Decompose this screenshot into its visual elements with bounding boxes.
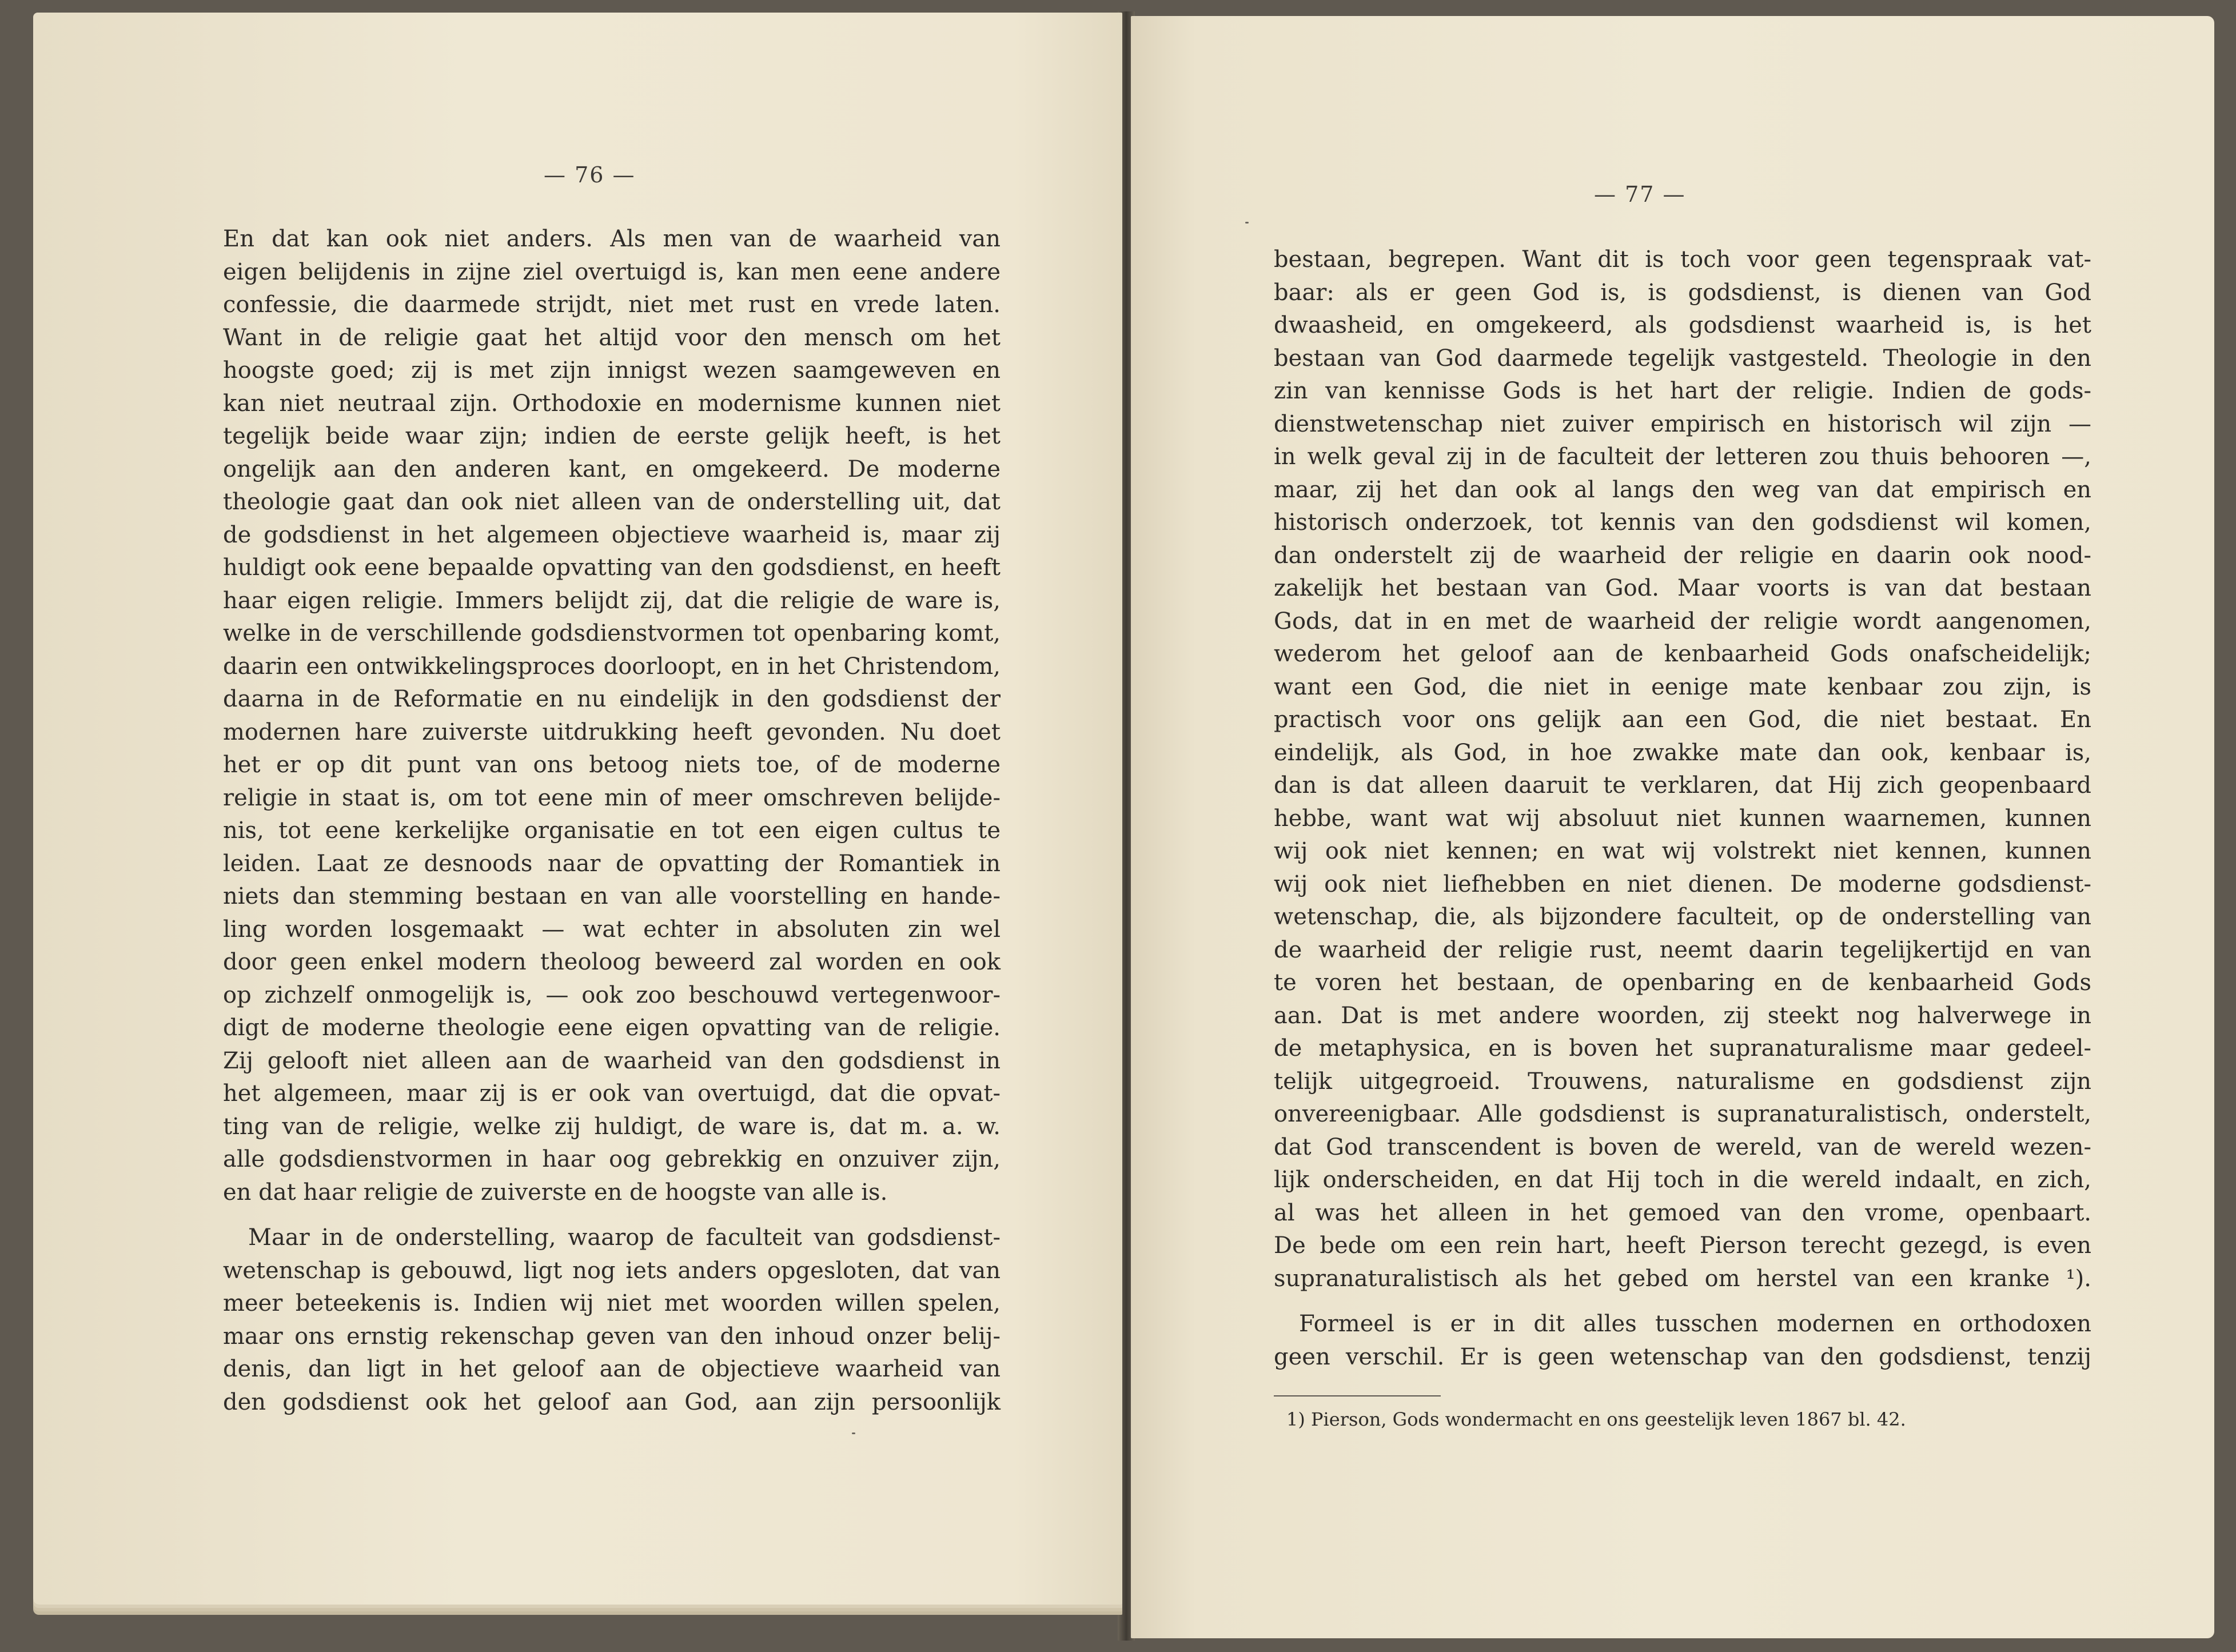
text-line: practisch voor ons gelijk aan een God, die niet bestaat. En (1274, 707, 2091, 733)
text-line: zin van kennisse Gods is het hart der religie. Indien de gods- (1274, 378, 2091, 404)
text-line: eindelijk, als God, in hoe zwakke mate dan ook, kenbaar is, (1274, 739, 2091, 766)
text-line: Gods, dat in en met de waarheid der religie wordt aangenomen, (1274, 608, 2091, 635)
text-line: want een God, die niet in eenige mate kenbaar zou zijn, is (1274, 673, 2091, 700)
text-line: leiden. Laat ze desnoods naar de opvatting der Romantiek in (223, 850, 1001, 877)
left-page-text (223, 223, 1001, 1419)
right-page-text (1274, 244, 2091, 1374)
text-line: niets dan stemming bestaan en van alle voorstelling en hande- (223, 883, 1001, 909)
text-line: ongelijk aan den anderen kant, en omgekeerd. De moderne (223, 456, 1001, 482)
text-line: de metaphysica, en is boven het supranaturalisme maar gedeel- (1274, 1035, 2091, 1062)
text-line: denis, dan ligt in het geloof aan de objectieve waarheid van (223, 1356, 1001, 1382)
text-line: nis, tot eene kerkelijke organisatie en tot een eigen cultus te (223, 817, 1001, 844)
text-line: dan onderstelt zij de waarheid der religie en daarin ook nood- (1274, 542, 2091, 569)
text-line: zakelijk het bestaan van God. Maar voorts is van dat bestaan (1274, 575, 2091, 601)
text-line: al was het alleen in het gemoed van den vrome, openbaart. (1274, 1199, 2091, 1226)
text-line: modernen hare zuiverste uitdrukking heeft gevonden. Nu doet (223, 719, 1001, 745)
text-line: dienstwetenschap niet zuiver empirisch en historisch wil zijn — (1274, 410, 2091, 437)
text-line: aan. Dat is met andere woorden, zij steekt nog halverwege in (1274, 1002, 2091, 1029)
text-line: daarin een ontwikkelingsproces doorloopt, en in het Christendom, (223, 653, 1001, 680)
text-line: Maar in de onderstelling, waarop de faculteit van godsdienst- (248, 1224, 1001, 1251)
text-line: supranaturalistisch als het gebed om herstel van een kranke ¹). (1274, 1265, 2091, 1292)
right-paragraph-2 (1274, 1308, 2091, 1374)
text-line: in welk geval zij in de faculteit der letteren zou thuis behooren —, (1274, 444, 2091, 470)
text-line: Want in de religie gaat het altijd voor den mensch om het (223, 324, 1001, 351)
left-paragraph-1 (223, 223, 1001, 1209)
text-line: telijk uitgegroeid. Trouwens, naturalisme en godsdienst zijn (1274, 1068, 2091, 1095)
text-line: ling worden losgemaakt — wat echter in absoluten zin wel (223, 916, 1001, 943)
text-line: kan niet neutraal zijn. Orthodoxie en modernisme kunnen niet (223, 390, 1001, 417)
text-line: de waarheid der religie rust, neemt daarin tegelijkertijd en van (1274, 936, 2091, 963)
text-line: maar, zij het dan ook al langs den weg van dat empirisch en (1274, 476, 2091, 503)
text-line: het algemeen, maar zij is er ook van overtuigd, dat die opvat- (223, 1080, 1001, 1107)
text-line: dwaasheid, en omgekeerd, als godsdienst waarheid is, is het (1274, 312, 2091, 338)
text-line: theologie gaat dan ook niet alleen van de onderstelling uit, dat (223, 489, 1001, 515)
text-line: wetenschap is gebouwd, ligt nog iets anders opgesloten, dat van (223, 1257, 1001, 1284)
text-line: bestaan, begrepen. Want dit is toch voor geen tegenspraak vat- (1274, 246, 2091, 273)
paragraph-gap (223, 1209, 1001, 1222)
text-line: geen verschil. Er is geen wetenschap van den godsdienst, tenzij (1274, 1343, 2091, 1370)
text-line: het er op dit punt van ons betoog niets toe, of de moderne (223, 752, 1001, 778)
text-line: Formeel is er in dit alles tusschen modernen en orthodoxen (1299, 1311, 2091, 1337)
text-line: welke in de verschillende godsdienstvormen tot openbaring komt, (223, 620, 1001, 647)
text-line: De bede om een rein hart, heeft Pierson terecht gezegd, is even (1274, 1232, 2091, 1259)
text-line: lijk onderscheiden, en dat Hij toch in die wereld indaalt, en zich, (1274, 1167, 2091, 1193)
paper-speck (852, 1432, 855, 1434)
text-line: baar: als er geen God is, is godsdienst, is dienen van God (1274, 279, 2091, 306)
text-line: huldigt ook eene bepaalde opvatting van den godsdienst, en heeft (223, 554, 1001, 581)
text-line: dan is dat alleen daaruit te verklaren, dat Hij zich geopenbaard (1274, 772, 2091, 799)
text-line: confessie, die daarmede strijdt, niet met rust en vrede laten. (223, 292, 1001, 318)
text-line: religie in staat is, om tot eene min of meer omschreven belijde- (223, 784, 1001, 811)
text-line: hoogste goed; zij is met zijn innigst wezen saamgeweven en (223, 357, 1001, 384)
left-paragraph-2 (223, 1222, 1001, 1419)
right-paragraph-1 (1274, 244, 2091, 1295)
text-line: de godsdienst in het algemeen objectieve waarheid is, maar zij (223, 521, 1001, 548)
paper-speck (1245, 222, 1249, 224)
footnote: 1) Pierson, Gods wondermacht en ons geestelijk leven 1867 bl. 42. (1286, 1408, 1906, 1430)
text-line: ting van de religie, welke zij huldigt, de ware is, dat m. a. w. (223, 1113, 1001, 1140)
text-line: door geen enkel modern theoloog beweerd zal worden en ook (223, 949, 1001, 975)
text-line: En dat kan ook niet anders. Als men van de waarheid van (223, 226, 1001, 252)
text-line: op zichzelf onmogelijk is, — ook zoo beschouwd vertegenwoor- (223, 981, 1001, 1008)
text-line: te voren het bestaan, de openbaring en de kenbaarheid Gods (1274, 969, 2091, 996)
text-line: bestaan van God daarmede tegelijk vastgesteld. Theologie in den (1274, 345, 2091, 372)
text-line: tegelijk beide waar zijn; indien de eerste gelijk heeft, is het (223, 423, 1001, 449)
text-line: wetenschap, die, als bijzondere faculteit, op de onderstelling van (1274, 904, 2091, 930)
text-line: wij ook niet liefhebben en niet dienen. De moderne godsdienst- (1274, 871, 2091, 897)
text-line: haar eigen religie. Immers belijdt zij, dat die religie de ware is, (223, 587, 1001, 614)
text-line: onvereenigbaar. Alle godsdienst is supranaturalistisch, onderstelt, (1274, 1101, 2091, 1127)
page-number-left: — 76 — (544, 162, 636, 187)
text-line: den godsdienst ook het geloof aan God, aan zijn persoonlijk (223, 1388, 1001, 1415)
text-line: wederom het geloof aan de kenbaarheid Gods onafscheidelijk; (1274, 641, 2091, 667)
paragraph-gap (1274, 1295, 2091, 1308)
footnote-rule (1274, 1395, 1441, 1396)
text-line: Zij gelooft niet alleen aan de waarheid van den godsdienst in (223, 1047, 1001, 1074)
text-line: en dat haar religie de zuiverste en de hoogste van alle is. (223, 1179, 888, 1206)
text-line: eigen belijdenis in zijne ziel overtuigd is, kan men eene andere (223, 258, 1001, 285)
text-line: daarna in de Reformatie en nu eindelijk in den godsdienst der (223, 686, 1001, 712)
text-line: historisch onderzoek, tot kennis van den godsdienst wil komen, (1274, 509, 2091, 536)
text-line: digt de moderne theologie eene eigen opvatting van de religie. (223, 1015, 1001, 1041)
text-line: dat God transcendent is boven de wereld, van de wereld wezen- (1274, 1134, 2091, 1160)
text-line: meer beteekenis is. Indien wij niet met woorden willen spelen, (223, 1290, 1001, 1316)
page-number-right: — 77 — (1594, 182, 1686, 207)
text-line: alle godsdienstvormen in haar oog gebrekkig en onzuiver zijn, (223, 1146, 1001, 1172)
text-line: maar ons ernstig rekenschap geven van den inhoud onzer belij- (223, 1323, 1001, 1350)
left-page (33, 13, 1122, 1605)
text-line: wij ook niet kennen; en wat wij volstrekt niet kennen, kunnen (1274, 838, 2091, 864)
text-line: hebbe, want wat wij absoluut niet kunnen waarnemen, kunnen (1274, 805, 2091, 832)
right-page (1131, 16, 2214, 1638)
